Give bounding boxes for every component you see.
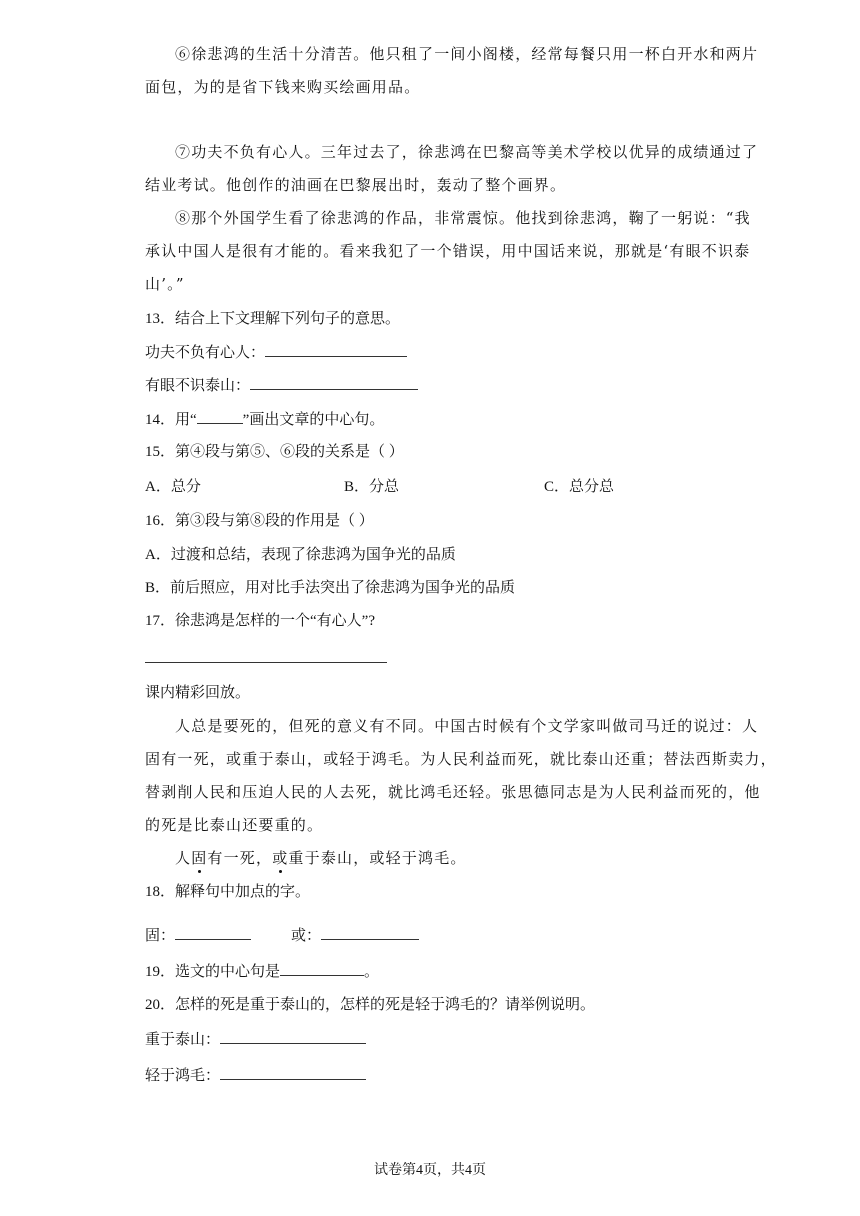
answer-blank-19[interactable]: [280, 961, 364, 976]
question-19-prefix: 19．选文的中心句是: [145, 964, 281, 980]
paragraph-6-line-2: 面包，为的是省下钱来购买绘画用品。: [145, 78, 421, 96]
paragraph-8-line-2: 承认中国人是很有才能的。看来我犯了一个错误，用中国话来说，那就是‘有眼不识泰: [145, 242, 751, 260]
answer-blank-20-1[interactable]: [220, 1029, 366, 1044]
question-13-item-2-label: 有眼不识泰山：: [145, 378, 251, 394]
question-20-stem: 20．怎样的死是重于泰山的，怎样的死是轻于鸿毛的？请举例说明。: [145, 997, 596, 1013]
question-14-prefix: 14．用“: [145, 412, 197, 428]
page-footer: 试卷第4页，共4页: [374, 1163, 486, 1178]
label-gu: 固：: [145, 928, 176, 944]
section-2-line-1: 人总是要死的，但死的意义有不同。中国古时候有个文学家叫做司马迁的说过：人: [175, 717, 759, 735]
section-2-line-2: 固有一死，或重于泰山，或轻于鸿毛。为人民利益而死，就比泰山还重；替法西斯卖力，: [145, 750, 777, 768]
quoted-sentence-part-1: 人: [175, 849, 192, 867]
dotted-char-gu: 固: [191, 849, 208, 867]
quoted-sentence-part-3: 重于泰山，或轻于鸿毛。: [288, 849, 467, 867]
quoted-sentence-part-2: 有一死，: [207, 849, 273, 867]
option-16-a[interactable]: A．过渡和总结，表现了徐悲鸿为国争光的品质: [145, 547, 456, 563]
question-13-stem: 13．结合上下文理解下列句子的意思。: [145, 311, 401, 327]
question-17-stem: 17．徐悲鸿是怎样的一个“有心人”?: [145, 613, 375, 629]
question-14: [145, 409, 384, 430]
label-huo: 或：: [291, 928, 322, 944]
question-16-stem: 16．第③段与第⑧段的作用是（ ）: [145, 513, 374, 529]
question-13-item-2: [145, 375, 418, 396]
question-14-suffix: ”画出文章的中心句。: [242, 412, 385, 428]
dotted-char-huo: 或: [272, 849, 289, 867]
question-18-stem: 18．解释句中加点的字。: [145, 884, 311, 900]
question-19: [145, 961, 379, 982]
section-2-line-4: 的死是比泰山还要重的。: [145, 816, 324, 834]
paragraph-8-line-1: ⑧那个外国学生看了徐悲鸿的作品，非常震惊。他找到徐悲鸿，鞠了一躬说：“我: [175, 209, 751, 227]
answer-blank-20-2[interactable]: [220, 1065, 366, 1080]
question-20-item-1: [145, 1029, 366, 1050]
question-13-item-1-label: 功夫不负有心人：: [145, 345, 266, 361]
paragraph-7-line-1: ⑦功夫不负有心人。三年过去了，徐悲鸿在巴黎高等美术学校以优异的成绩通过了: [175, 143, 759, 161]
paragraph-7-line-2: 结业考试。他创作的油画在巴黎展出时，轰动了整个画界。: [145, 176, 567, 194]
question-19-suffix: 。: [364, 964, 380, 980]
answer-blank-gu[interactable]: [175, 925, 251, 940]
section-2-line-3: 替剥削人民和压迫人民的人去死，就比鸿毛还轻。张思德同志是为人民利益而死的，他: [145, 783, 761, 801]
paragraph-6-line-1: ⑥徐悲鸿的生活十分清苦。他只租了一间小阁楼，经常每餐只用一杯白开水和两片: [175, 45, 759, 63]
question-20-item-1-label: 重于泰山：: [145, 1032, 221, 1048]
option-15-c[interactable]: C．总分总: [544, 479, 615, 495]
quoted-sentence: [175, 848, 467, 868]
question-18-answers: [145, 925, 419, 946]
answer-blank-13-1[interactable]: [265, 342, 407, 357]
answer-line-17[interactable]: [145, 662, 387, 663]
option-15-a[interactable]: A．总分: [145, 479, 201, 495]
question-15-stem: 15．第④段与第⑤、⑥段的关系是（ ）: [145, 444, 404, 460]
answer-blank-13-2[interactable]: [250, 375, 418, 390]
section-2-title: 课内精彩回放。: [145, 685, 251, 701]
question-20-item-2-label: 轻于鸿毛：: [145, 1068, 221, 1084]
option-16-b[interactable]: B．前后照应，用对比手法突出了徐悲鸿为国争光的品质: [145, 580, 516, 596]
answer-blank-huo[interactable]: [321, 925, 419, 940]
question-13-item-1: [145, 342, 407, 363]
underline-sample: [197, 409, 243, 424]
paragraph-8-line-3: 山’。”: [145, 275, 185, 293]
question-20-item-2: [145, 1065, 366, 1086]
option-15-b[interactable]: B．分总: [344, 479, 400, 495]
